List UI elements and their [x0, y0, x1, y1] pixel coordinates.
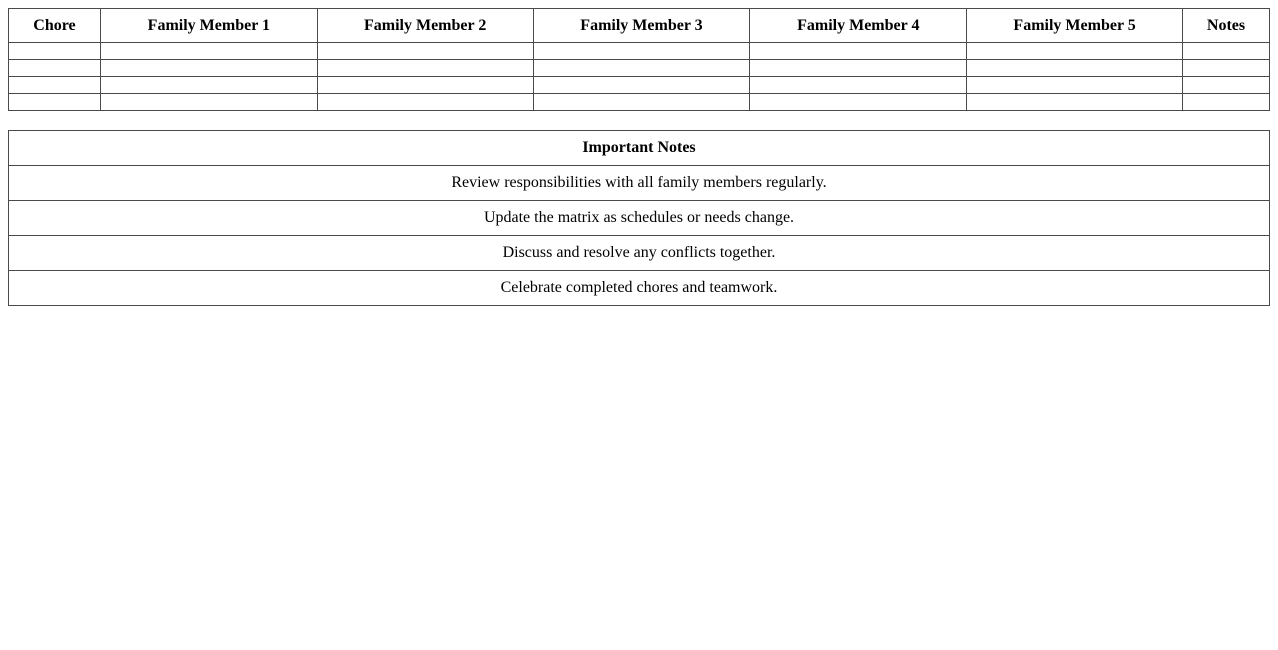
table-cell: [750, 60, 967, 77]
table-cell: [100, 60, 317, 77]
table-cell: [100, 43, 317, 60]
table-cell: [9, 77, 101, 94]
table-cell: [317, 77, 533, 94]
table-cell: [100, 94, 317, 111]
table-cell: [1183, 77, 1270, 94]
chore-matrix-table: [8, 8, 1270, 111]
table-cell: [9, 94, 101, 111]
note-item: Update the matrix as schedules or needs change.: [9, 201, 1270, 236]
table-cell: [967, 94, 1183, 111]
table-row: [9, 60, 1270, 77]
table-cell: [9, 43, 101, 60]
table-cell: [533, 77, 750, 94]
header-family-member-5: Family Member 5: [967, 9, 1183, 43]
table-cell: [1183, 60, 1270, 77]
note-row: [9, 236, 1270, 271]
header-chore: Chore: [9, 9, 101, 43]
table-cell: [967, 43, 1183, 60]
note-row: [9, 271, 1270, 306]
table-row: [9, 43, 1270, 60]
important-notes-table: [8, 130, 1270, 306]
table-cell: [1183, 43, 1270, 60]
table-cell: [533, 60, 750, 77]
table-header-row: [9, 9, 1270, 43]
header-notes: Notes: [1183, 9, 1270, 43]
notes-header-row: [9, 131, 1270, 166]
table-cell: [750, 94, 967, 111]
note-item: Discuss and resolve any conflicts together.: [9, 236, 1270, 271]
table-row: [9, 77, 1270, 94]
table-cell: [750, 77, 967, 94]
note-row: [9, 166, 1270, 201]
table-cell: [317, 94, 533, 111]
table-cell: [317, 60, 533, 77]
header-family-member-4: Family Member 4: [750, 9, 967, 43]
note-item: Review responsibilities with all family members regularly.: [9, 166, 1270, 201]
note-row: [9, 201, 1270, 236]
table-cell: [100, 77, 317, 94]
table-cell: [1183, 94, 1270, 111]
notes-title: Important Notes: [9, 131, 1270, 166]
table-cell: [533, 43, 750, 60]
table-cell: [967, 77, 1183, 94]
table-cell: [750, 43, 967, 60]
table-cell: [9, 60, 101, 77]
header-family-member-1: Family Member 1: [100, 9, 317, 43]
header-family-member-3: Family Member 3: [533, 9, 750, 43]
table-cell: [317, 43, 533, 60]
note-item: Celebrate completed chores and teamwork.: [9, 271, 1270, 306]
header-family-member-2: Family Member 2: [317, 9, 533, 43]
table-cell: [967, 60, 1183, 77]
table-row: [9, 94, 1270, 111]
table-cell: [533, 94, 750, 111]
